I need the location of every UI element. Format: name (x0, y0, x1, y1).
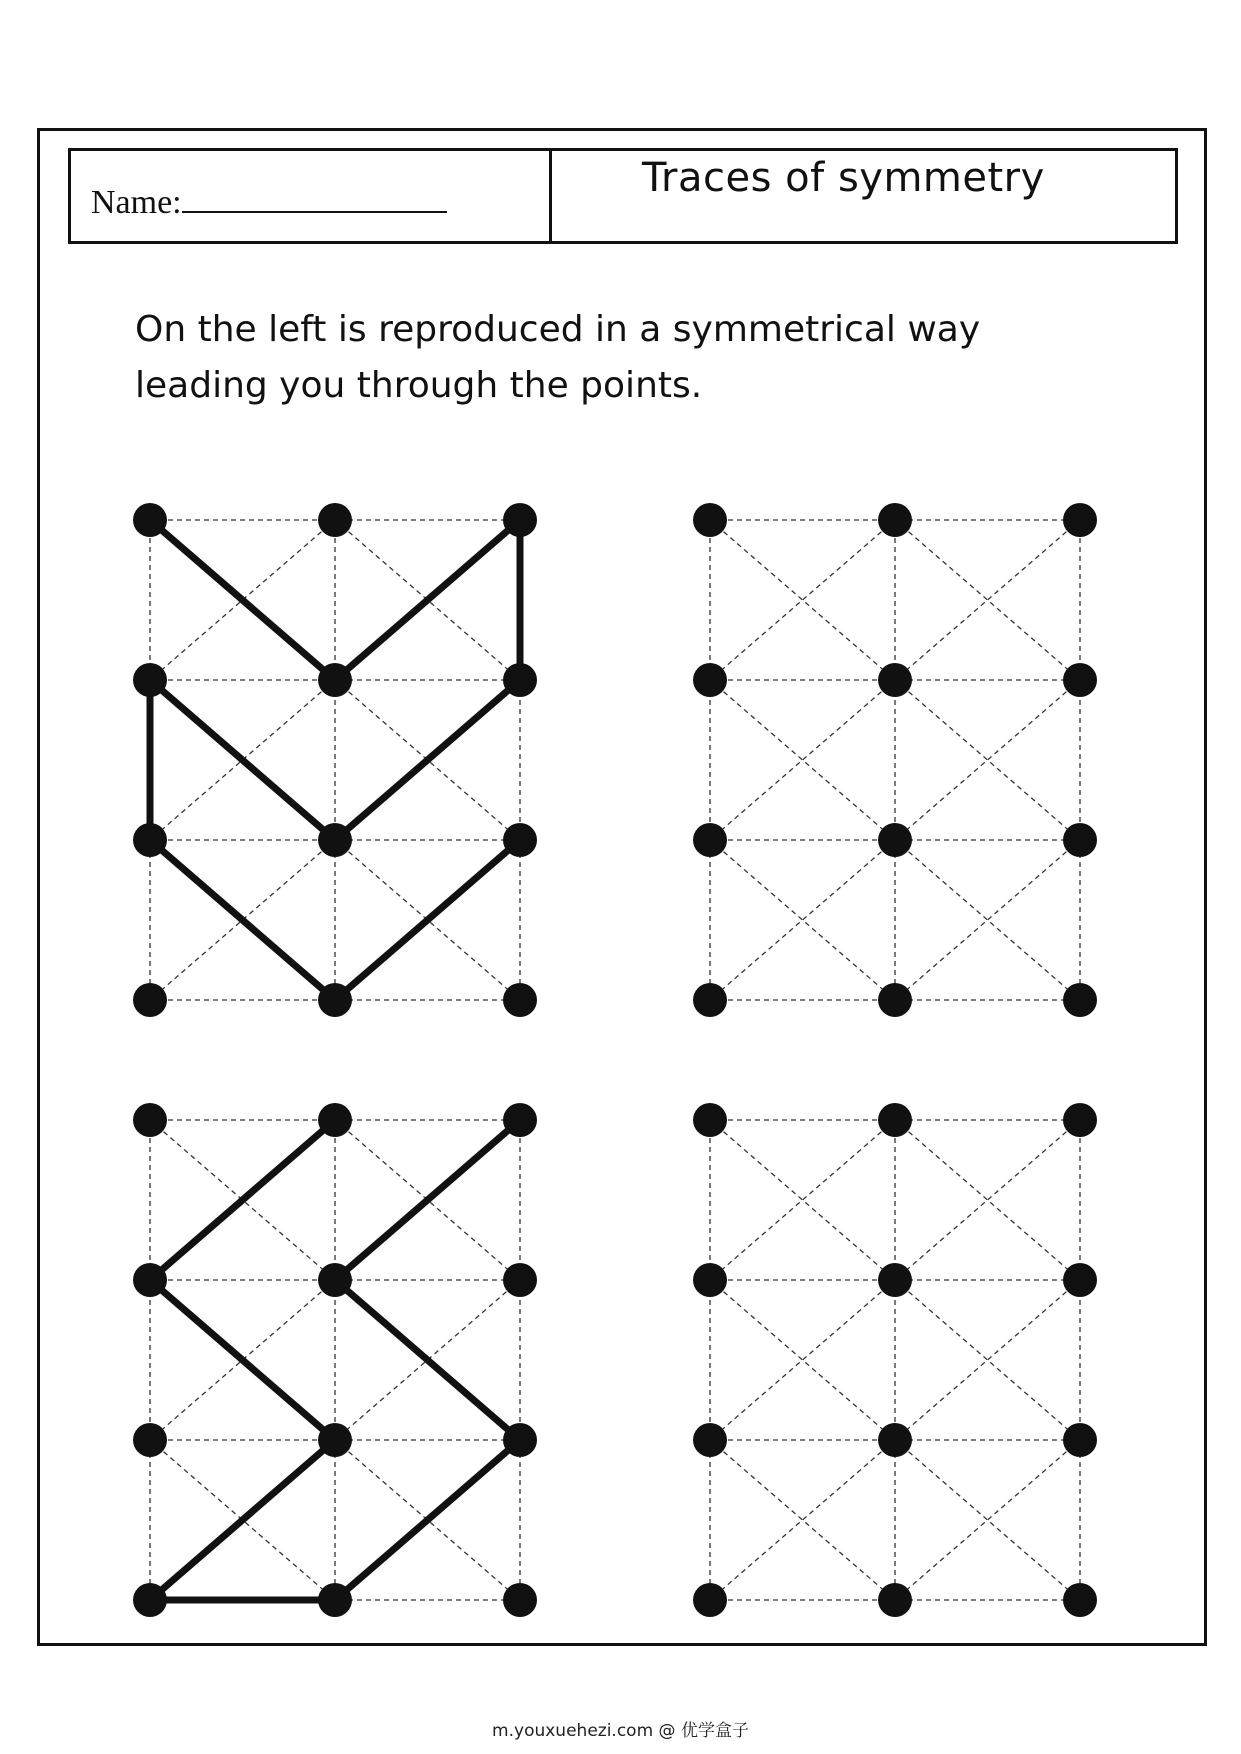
grid-dot (1063, 1583, 1097, 1617)
grid-dot (503, 1423, 537, 1457)
worksheet-header (68, 148, 1178, 244)
name-field[interactable] (91, 181, 447, 222)
grid-dot (878, 1423, 912, 1457)
grid-dot (503, 663, 537, 697)
instructions-line-2: leading you through the points. (135, 365, 703, 406)
grid-dot (133, 663, 167, 697)
grid-dot (693, 1423, 727, 1457)
grid-dot (878, 1103, 912, 1137)
dot-grid-bottom-left[interactable] (110, 1090, 570, 1630)
grid-dot (318, 1583, 352, 1617)
grid-dot (503, 983, 537, 1017)
grid-dot (1063, 1103, 1097, 1137)
grid-dot (1063, 503, 1097, 537)
grid-dot (878, 663, 912, 697)
worksheet-title: Traces of symmetry (642, 155, 1045, 201)
grid-dot (318, 1103, 352, 1137)
grid-dot (693, 663, 727, 697)
grid-dot (878, 983, 912, 1017)
dot-grid-top-right[interactable] (670, 490, 1130, 1030)
name-blank-line[interactable] (182, 181, 447, 213)
grid-dot (318, 1263, 352, 1297)
grid-dot (133, 823, 167, 857)
title-cell (552, 151, 1175, 241)
grid-dot (503, 503, 537, 537)
grid-dot (1063, 1263, 1097, 1297)
grid-dot (878, 503, 912, 537)
grid-dot (878, 823, 912, 857)
grid-dot (133, 1103, 167, 1137)
grid-dot (693, 1583, 727, 1617)
grid-dot (318, 983, 352, 1017)
grid-dot (693, 1103, 727, 1137)
grid-dot (503, 1583, 537, 1617)
grid-dot (133, 1583, 167, 1617)
grid-dot (133, 503, 167, 537)
grid-dot (878, 1263, 912, 1297)
grid-dot (878, 1583, 912, 1617)
grid-dot (693, 983, 727, 1017)
dot-grid-top-left[interactable] (110, 490, 570, 1030)
grid-dot (1063, 663, 1097, 697)
grid-dot (503, 1103, 537, 1137)
dot-grid-bottom-right[interactable] (670, 1090, 1130, 1630)
name-cell (71, 151, 552, 241)
grid-dot (503, 823, 537, 857)
grid-dot (693, 823, 727, 857)
grid-dot (133, 1423, 167, 1457)
grid-dot (503, 1263, 537, 1297)
grid-dot (318, 663, 352, 697)
grid-dot (693, 503, 727, 537)
instructions (135, 302, 1095, 414)
grid-dot (1063, 983, 1097, 1017)
grid-dot (133, 983, 167, 1017)
grid-dot (1063, 1423, 1097, 1457)
grid-dot (318, 1423, 352, 1457)
grid-dot (693, 1263, 727, 1297)
grid-dot (133, 1263, 167, 1297)
grid-dot (318, 823, 352, 857)
grid-dot (1063, 823, 1097, 857)
grid-dot (318, 503, 352, 537)
instructions-line-1: On the left is reproduced in a symmetrical way (135, 309, 981, 350)
name-label: Name: (91, 184, 182, 221)
footer-watermark: m.youxuehezi.com @ 优学盒子 (492, 1721, 749, 1741)
